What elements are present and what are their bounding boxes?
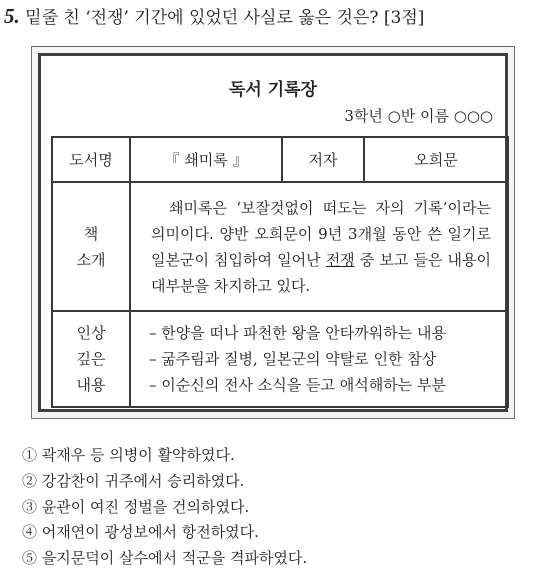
choice-1[interactable]: ① 곽재우 등 의병이 활약하였다.: [22, 446, 235, 464]
choice-3[interactable]: ③ 윤관이 여진 정벌을 건의하였다.: [22, 497, 250, 516]
intro-text: [131, 195, 507, 299]
question-number: 5.: [4, 4, 20, 28]
book-title: 『 쇄미록 』: [130, 137, 282, 182]
question-text: 밑줄 친 ‘전쟁’ 기간에 있었던 사실로 옳은 것은? [3점]: [25, 8, 425, 28]
choice-5[interactable]: ⑤ 을지문덕이 살수에서 적군을 격파하였다.: [22, 549, 308, 568]
intro-text-after: 중 보고 들은 내용이 대부분을 차지하고 있다.: [151, 250, 491, 295]
choice-2[interactable]: ② 강감찬이 귀주에서 승리하였다.: [22, 471, 245, 490]
intro-label-line: 소개: [76, 250, 106, 269]
intro-text-before: 쇄미록은 ‘보잘것없이 떠도는 자의 기록’이라는 의미이다. 양반 오희문이 9년 3개월 동안 쓴 일기로 일본군이 침입하여 일어난: [151, 198, 491, 269]
card-title: 독서 기록장: [228, 80, 318, 100]
underlined-war: 전쟁: [325, 250, 355, 269]
impression-item: – 이순신의 전사 소식을 듣고 애석해하는 부분: [149, 376, 446, 394]
student-info: 3학년 ○반 이름 ○○○: [344, 107, 493, 125]
question-stem: [4, 3, 424, 29]
impression-label-line: 인상: [76, 324, 106, 342]
answer-choices: [22, 443, 307, 572]
author-label: 저자: [282, 137, 364, 182]
impressions-list: [131, 320, 507, 398]
intro-cell: [130, 182, 508, 311]
impression-item: – 굶주림과 질병, 일본군의 약탈로 인한 참상: [149, 350, 437, 368]
impressions-cell: [130, 311, 508, 407]
choice-4[interactable]: ④ 어재연이 광성보에서 항전하였다.: [22, 523, 259, 542]
intro-label: [52, 182, 130, 311]
reading-log-table: [51, 136, 509, 408]
book-intro-row: [52, 182, 508, 311]
reading-log-card: [38, 53, 508, 412]
impression-item: – 한양을 떠나 파천한 왕을 안타까워하는 내용: [149, 324, 446, 342]
book-label: 도서명: [52, 137, 130, 182]
author-name: 오희문: [364, 137, 508, 182]
impression-label-line: 깊은: [76, 350, 106, 368]
impression-label: [52, 311, 130, 407]
intro-label-line: 책: [83, 224, 99, 243]
impressions-row: [52, 311, 508, 407]
impression-label-line: 내용: [76, 376, 106, 394]
book-info-row: [52, 137, 508, 182]
